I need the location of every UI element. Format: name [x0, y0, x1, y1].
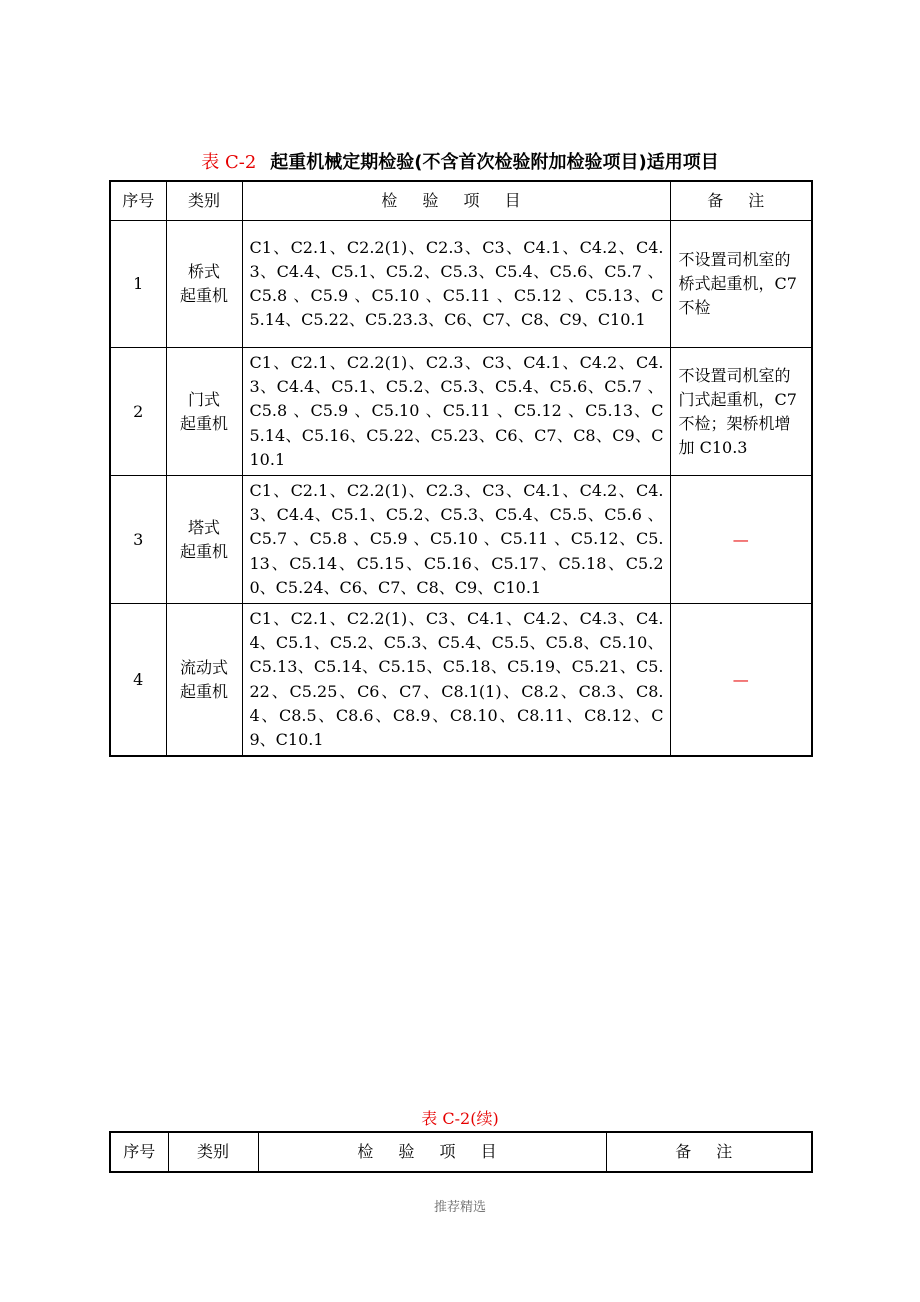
- header-category: 类别: [166, 181, 242, 221]
- table1-caption-label: 表 C-2: [201, 152, 257, 173]
- row-items: C1、C2.1、C2.2(1)、C2.3、C3、C4.1、C4.2、C4.3、C4.4、C5.1、C5.2、C5.3、C5.4、C5.5、C5.6 、C5.7 、C5.8 、C5.9 、C5.10 、C5.11 、C5.12、C5.13、C5.14、C5.15、C5.16、C5.17、C5.18、C5.20、C5.24、C6、C7、C8、C9、C10.1: [242, 476, 670, 604]
- row-category: [166, 476, 242, 604]
- header-category: 类别: [168, 1132, 258, 1172]
- category-line: 起重机: [179, 541, 228, 561]
- row-remarks: 不设置司机室的门式起重机，C7 不检；架桥机增加 C10.3: [670, 348, 812, 476]
- row-items: C1、C2.1、C2.2(1)、C3、C4.1、C4.2、C4.3、C4.4、C5.1、C5.2、C5.3、C5.4、C5.5、C5.8、C5.10、C5.13、C5.14、C5.15、C5.18、C5.19、C5.21、C5.22、C5.25、C6、C7、C8.1(1)、C8.2、C8.3、C8.4、C8.5、C8.6、C8.9、C8.10、C8.11、C8.12、C9、C10.1: [242, 604, 670, 757]
- category-line: 塔式: [187, 517, 220, 537]
- category-line: 起重机: [179, 681, 228, 701]
- row-no: 3: [110, 476, 166, 604]
- category-line: 流动式: [179, 657, 228, 677]
- page-footer: 推荐精选: [433, 1200, 486, 1215]
- row-remarks: —: [670, 604, 812, 757]
- table1-caption: [0, 148, 920, 174]
- table-row: [110, 348, 812, 476]
- category-line: 起重机: [179, 413, 228, 433]
- row-no: 4: [110, 604, 166, 757]
- header-items: 检 验 项 目: [242, 181, 670, 221]
- row-category: [166, 604, 242, 757]
- table-header-row: [110, 1132, 812, 1172]
- table-row: [110, 604, 812, 757]
- table2-caption: 表 C-2(续): [421, 1109, 499, 1128]
- table-header-row: [110, 181, 812, 221]
- row-remarks: —: [670, 476, 812, 604]
- header-no: 序号: [110, 181, 166, 221]
- header-items: 检 验 项 目: [258, 1132, 606, 1172]
- header-remarks: 备 注: [606, 1132, 812, 1172]
- inspection-items-table: [109, 180, 813, 757]
- header-no: 序号: [110, 1132, 168, 1172]
- row-no: 2: [110, 348, 166, 476]
- table-row: [110, 476, 812, 604]
- category-line: 门式: [187, 389, 220, 409]
- row-category: [166, 348, 242, 476]
- row-items: C1、C2.1、C2.2(1)、C2.3、C3、C4.1、C4.2、C4.3、C4.4、C5.1、C5.2、C5.3、C5.4、C5.6、C5.7 、C5.8 、C5.9 、C5.10 、C5.11 、C5.12 、C5.13、C5.14、C5.16、C5.22、C5.23、C6、C7、C8、C9、C10.1: [242, 348, 670, 476]
- row-no: 1: [110, 221, 166, 348]
- category-line: 桥式: [187, 262, 220, 281]
- row-category: [166, 221, 242, 348]
- header-remarks: 备 注: [670, 181, 812, 221]
- table1-caption-title: 起重机械定期检验(不含首次检验附加检验项目)适用项目: [270, 152, 719, 173]
- inspection-items-table-continued: [109, 1131, 813, 1173]
- row-remarks: 不设置司机室的桥式起重机，C7 不检: [670, 221, 812, 348]
- category-line: 起重机: [179, 286, 228, 305]
- table-row: [110, 221, 812, 348]
- row-items: C1、C2.1、C2.2(1)、C2.3、C3、C4.1、C4.2、C4.3、C4.4、C5.1、C5.2、C5.3、C5.4、C5.6、C5.7 、C5.8 、C5.9 、C5.10 、C5.11 、C5.12 、C5.13、C5.14、C5.22、C5.23.3、C6、C7、C8、C9、C10.1: [242, 221, 670, 348]
